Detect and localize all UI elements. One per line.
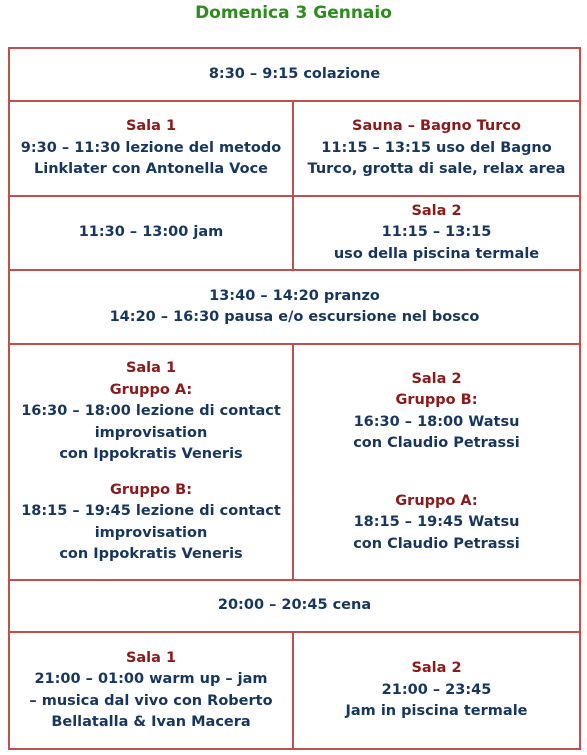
activity-line: uso della piscina termale bbox=[333, 245, 540, 262]
activity-line: con Ippokratis Veneris bbox=[59, 446, 243, 463]
room-heading: Sala 2 bbox=[411, 370, 462, 387]
cell-afternoon-sala1 bbox=[10, 345, 294, 579]
activity-line: 21:00 – 23:45 bbox=[381, 681, 492, 698]
activity-line: improvisation bbox=[94, 424, 208, 441]
row-breakfast bbox=[10, 49, 579, 102]
group-label: Gruppo A: bbox=[109, 381, 193, 398]
activity-line: Turco, grotta di sale, relax area bbox=[307, 161, 566, 178]
row-morning bbox=[10, 102, 579, 197]
group-label: Gruppo B: bbox=[110, 481, 192, 498]
cell-morning-sala1 bbox=[10, 102, 294, 195]
activity-line: 14:20 – 16:30 pausa e/o escursione nel bosco bbox=[109, 309, 480, 325]
cell-afternoon-sala2 bbox=[294, 345, 579, 579]
room-heading: Sala 2 bbox=[411, 660, 462, 677]
cell-midday-jam bbox=[10, 197, 294, 269]
activity-line: 16:30 – 18:00 lezione di contact bbox=[21, 403, 281, 420]
activity-line: con Ippokratis Veneris bbox=[59, 546, 243, 563]
row-dinner bbox=[10, 581, 579, 633]
cell-evening-sala2 bbox=[294, 633, 579, 748]
activity-line: 9:30 – 11:30 lezione del metodo bbox=[20, 139, 282, 156]
cell-evening-sala1 bbox=[10, 633, 294, 748]
cell-midday-sala2 bbox=[294, 197, 579, 269]
activity-line: improvisation bbox=[94, 524, 208, 541]
group-label: Gruppo B: bbox=[395, 392, 478, 409]
row-midday bbox=[10, 197, 579, 271]
dinner-text: 20:00 – 20:45 cena bbox=[217, 597, 372, 614]
room-heading: Sala 1 bbox=[125, 649, 177, 666]
activity-line: 11:15 – 13:15 bbox=[381, 224, 492, 241]
group-label: Gruppo A: bbox=[395, 492, 478, 509]
cell-morning-sauna bbox=[294, 102, 579, 195]
room-heading: Sala 1 bbox=[125, 360, 177, 377]
activity-line: 16:30 – 18:00 Watsu bbox=[353, 413, 520, 430]
activity-line: Linklater con Antonella Voce bbox=[33, 161, 268, 178]
cell-dinner bbox=[10, 581, 579, 631]
row-afternoon bbox=[10, 345, 579, 581]
activity-line: con Claudio Petrassi bbox=[353, 535, 520, 552]
activity-line: 13:40 – 14:20 pranzo bbox=[209, 287, 380, 304]
page-title: Domenica 3 Gennaio bbox=[195, 3, 392, 23]
activity-line: 18:15 – 19:45 lezione di contact bbox=[21, 503, 281, 520]
breakfast-text: 8:30 – 9:15 colazione bbox=[208, 65, 381, 82]
schedule-table bbox=[8, 47, 581, 750]
row-lunch bbox=[10, 271, 579, 345]
activity-line: Bellatalla & Ivan Macera bbox=[51, 714, 251, 730]
activity-line: 21:00 – 01:00 warm up – jam bbox=[34, 671, 268, 687]
activity-line: 11:15 – 13:15 uso del Bagno bbox=[321, 139, 552, 156]
cell-lunch bbox=[10, 271, 579, 343]
room-heading: Sauna – Bagno Turco bbox=[352, 118, 521, 135]
activity-line: Jam in piscina termale bbox=[345, 703, 528, 720]
activity-line: 11:30 – 13:00 jam bbox=[78, 224, 224, 241]
activity-line: con Claudio Petrassi bbox=[353, 435, 520, 452]
cell-breakfast bbox=[10, 49, 579, 100]
activity-line: – musica dal vivo con Roberto bbox=[29, 692, 273, 709]
activity-line: 18:15 – 19:45 Watsu bbox=[353, 514, 520, 531]
room-heading: Sala 2 bbox=[411, 202, 462, 219]
row-evening bbox=[10, 633, 579, 748]
room-heading: Sala 1 bbox=[125, 118, 177, 135]
